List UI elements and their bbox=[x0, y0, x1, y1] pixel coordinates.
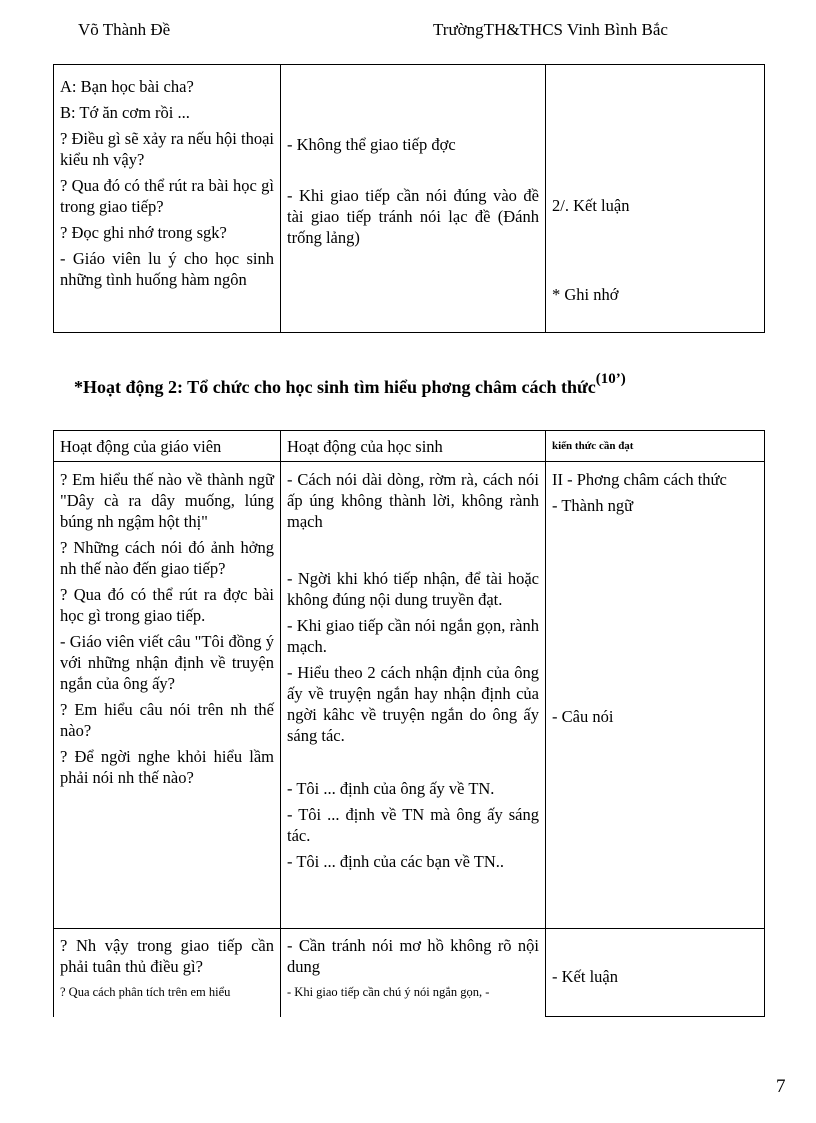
knowledge-conclusion: - Kết luận bbox=[552, 967, 618, 986]
header-knowledge: kiến thức cần đạt bbox=[546, 431, 765, 462]
student-answer-5: - Tôi ... định của ông ấy về TN. bbox=[287, 779, 495, 798]
student-answer-7: - Tôi ... định của các bạn về TN.. bbox=[287, 852, 505, 871]
knowledge-heading: II - Phơng châm cách thức bbox=[552, 470, 727, 489]
teacher-question-4: ? Em hiểu câu nói trên nh thế nào? bbox=[60, 700, 274, 740]
table2-teacher-cell-3 bbox=[54, 929, 281, 1017]
header-school: TrườngTH&THCS Vinh Bình Bắc bbox=[433, 20, 668, 39]
answer-1: - Không thể giao tiếp đợc bbox=[287, 135, 456, 154]
teacher-question-6: ? Nh vậy trong giao tiếp cần phải tuân thủ điều gì? bbox=[60, 936, 274, 976]
table-2 bbox=[53, 430, 765, 1017]
table-1 bbox=[53, 64, 765, 333]
header-teacher: Hoạt động của giáo viên bbox=[54, 431, 281, 462]
student-answer-6: - Tôi ... định về TN mà ông ấy sáng tác. bbox=[287, 805, 539, 845]
teacher-question-1: ? Em hiểu thế nào về thành ngữ "Dây cà ra dây muống, lúng búng nh ngậm hột thị" bbox=[60, 470, 274, 531]
header-student: Hoạt động của học sinh bbox=[281, 431, 546, 462]
knowledge-idiom: - Thành ngữ bbox=[552, 496, 634, 515]
table1-teacher-cell bbox=[54, 65, 281, 333]
student-answer-8: - Cần tránh nói mơ hồ không rõ nội dung bbox=[287, 936, 539, 976]
conclusion-label: 2/. Kết luận bbox=[552, 196, 630, 215]
table2-knowledge-cell-3 bbox=[546, 929, 765, 1017]
knowledge-sentence: - Câu nói bbox=[552, 707, 614, 726]
question-1: ? Điều gì sẽ xảy ra nếu hội thoại kiểu nh vậy? bbox=[60, 129, 274, 169]
student-answer-2: - Ngời khi khó tiếp nhận, để tài hoặc không đúng nội dung truyền đạt. bbox=[287, 569, 539, 609]
memo-label: * Ghi nhớ bbox=[552, 285, 619, 304]
section-title-text: *Hoạt động 2: Tổ chức cho học sinh tìm hiểu phơng châm cách thức bbox=[74, 377, 596, 397]
dialogue-line-b: B: Tớ ăn cơm rồi ... bbox=[60, 103, 190, 122]
table2-student-cell-3 bbox=[281, 929, 546, 1017]
dialogue-line-a: A: Bạn học bài cha? bbox=[60, 77, 194, 96]
teacher-question-2: ? Những cách nói đó ảnh hởng nh thế nào đến giao tiếp? bbox=[60, 538, 274, 578]
teacher-question-5: ? Để ngời nghe khỏi hiểu lầm phải nói nh thế nào? bbox=[60, 747, 274, 787]
section-duration: (10’) bbox=[595, 371, 626, 387]
header-author: Võ Thành Đề bbox=[78, 20, 171, 39]
page-number: 7 bbox=[776, 1076, 786, 1097]
table1-student-cell bbox=[281, 65, 546, 333]
teacher-question-7: ? Qua cách phân tích trên em hiểu bbox=[60, 985, 231, 999]
teacher-example: - Giáo viên viết câu "Tôi đồng ý với những nhận định về truyện ngắn của ông ấy? bbox=[60, 632, 274, 693]
teacher-note: - Giáo viên lu ý cho học sinh những tình huống hàm ngôn bbox=[60, 249, 274, 289]
student-answer-9: - Khi giao tiếp cần chú ý nói ngắn gọn, - bbox=[287, 985, 490, 999]
section-title bbox=[74, 371, 626, 398]
teacher-question-3: ? Qua đó có thể rút ra đợc bài học gì trong giao tiếp. bbox=[60, 585, 274, 625]
table2-student-cell bbox=[281, 462, 546, 929]
question-2: ? Qua đó có thể rút ra bài học gì trong giao tiếp? bbox=[60, 176, 274, 216]
student-answer-3: - Khi giao tiếp cần nói ngắn gọn, rành mạch. bbox=[287, 616, 539, 656]
table1-knowledge-cell bbox=[546, 65, 765, 333]
answer-2: - Khi giao tiếp cần nói đúng vào đề tài giao tiếp tránh nói lạc đề (Đánh trống lảng) bbox=[287, 186, 539, 247]
question-3: ? Đọc ghi nhớ trong sgk? bbox=[60, 223, 227, 242]
table2-teacher-cell bbox=[54, 462, 281, 929]
table2-knowledge-cell bbox=[546, 462, 765, 929]
student-answer-1: - Cách nói dài dòng, rờm rà, cách nói ấp úng không thành lời, không rành mạch bbox=[287, 470, 539, 531]
student-answer-4: - Hiểu theo 2 cách nhận định của ông ấy về truyện ngắn hay nhận định của ngời kâhc về truyện ngắn do ông ấy sáng tác. bbox=[287, 663, 539, 745]
